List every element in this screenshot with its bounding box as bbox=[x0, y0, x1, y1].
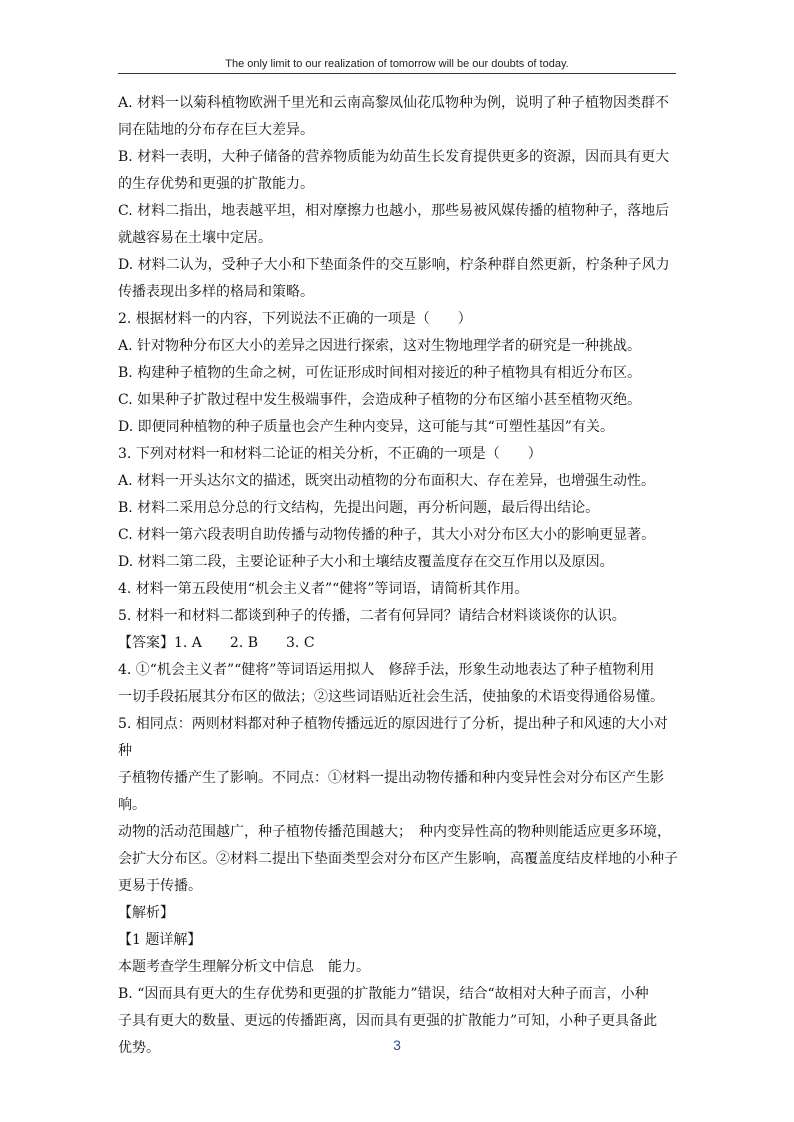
text-line: 5. 材料一和材料二都谈到种子的传播，二者有何异同？请结合材料谈谈你的认识。 bbox=[118, 608, 626, 624]
text-line: 【解析】 bbox=[118, 905, 174, 921]
page-number: 3 bbox=[393, 1037, 401, 1053]
text-line: C. 如果种子扩散过程中发生极端事件，会造成种子植物的分布区缩小甚至植物灭绝。 bbox=[118, 392, 642, 408]
text-line: 会扩大分布区。②材料二提出下垫面类型会对分布区产生影响，高覆盖度结皮样地的小种子 bbox=[118, 851, 678, 867]
text-line: B. 材料一表明，大种子储备的营养物质能为幼苗生长发育提供更多的资源，因而具有更大 bbox=[118, 149, 670, 165]
text-line: 本题考查学生理解分析文中信息 能力。 bbox=[118, 959, 370, 975]
text-line: 一切手段拓展其分布区的做法；②这些词语贴近社会生活，使抽象的术语变得通俗易懂。 bbox=[118, 689, 664, 705]
text-line: 动物的活动范围越广，种子植物传播范围越大； 种内变异性高的物种则能适应更多环境， bbox=[118, 824, 671, 840]
text-line: 4. ①“机会主义者”“健将”等词语运用拟人 修辞手法，形象生动地表达了种子植物利用 bbox=[118, 662, 655, 678]
text-line: A. 针对物种分布区大小的差异之因进行探索，这对生物地理学者的研究是一种挑战。 bbox=[118, 338, 642, 354]
text-line: 【答案】1. A 2. B 3. C bbox=[118, 635, 315, 651]
text-line: 同在陆地的分布存在巨大差异。 bbox=[118, 122, 314, 138]
text-line: B. “因而具有更大的生存优势和更强的扩散能力”错误，结合“故相对大种子而言，小种 bbox=[118, 986, 649, 1002]
text-line: 5. 相同点：两则材料都对种子植物传播远近的原因进行了分析，提出种子和风速的大小对种 bbox=[118, 716, 668, 759]
text-line: C. 材料一第六段表明自助传播与动物传播的种子，其大小对分布区大小的影响更显著。 bbox=[118, 527, 656, 543]
text-line: 子具有更大的数量、更远的传播距离，因而具有更强的扩散能力”可知，小种子更具备此 bbox=[118, 1013, 658, 1029]
text-line: 的生存优势和更强的扩散能力。 bbox=[118, 176, 314, 192]
text-line: 2. 根据材料一的内容，下列说法不正确的一项是（ ） bbox=[118, 311, 472, 327]
text-line: A. 材料一以菊科植物欧洲千里光和云南高黎凤仙花瓜物种为例，说明了种子植物因类群不 bbox=[118, 95, 670, 111]
text-line: 就越容易在土壤中定居。 bbox=[118, 230, 272, 246]
header-divider bbox=[118, 73, 676, 74]
text-line: D. 即便同种植物的种子质量也会产生种内变异，这可能与其“可塑性基因”有关。 bbox=[118, 419, 614, 435]
text-line: B. 材料二采用总分总的行文结构，先提出问题，再分析问题，最后得出结论。 bbox=[118, 500, 600, 516]
page-body bbox=[118, 90, 678, 1062]
text-line: 优势。 bbox=[118, 1040, 160, 1056]
text-line: D. 材料二认为，受种子大小和下垫面条件的交互影响，柠条种群自然更新，柠条种子风力 bbox=[118, 257, 670, 273]
text-line: 3. 下列对材料一和材料二论证的相关分析，不正确的一项是（ ） bbox=[118, 446, 542, 462]
text-line: 传播表现出多样的格局和策略。 bbox=[118, 284, 314, 300]
text-line: D. 材料二第二段，主要论证种子大小和土壤结皮覆盖度存在交互作用以及原因。 bbox=[118, 554, 614, 570]
header-quote: The only limit to our realization of tomorrow will be our doubts of today. bbox=[225, 58, 569, 70]
text-line: 【1 题详解】 bbox=[118, 932, 202, 948]
text-line: A. 材料一开头达尔文的描述，既突出动植物的分布面积大、存在差异，也增强生动性。 bbox=[118, 473, 656, 489]
text-line: 4. 材料一第五段使用“机会主义者”“健将”等词语，请简析其作用。 bbox=[118, 581, 529, 597]
text-line: 更易于传播。 bbox=[118, 878, 202, 894]
text-line: C. 材料二指出，地表越平坦，相对摩擦力也越小，那些易被风媒传播的植物种子，落地后 bbox=[118, 203, 670, 219]
text-line: B. 构建种子植物的生命之树，可佐证形成时间相对接近的种子植物具有相近分布区。 bbox=[118, 365, 642, 381]
text-line: 子植物传播产生了影响。不同点：①材料一提出动物传播和种内变异性会对分布区产生影响。 bbox=[118, 770, 664, 813]
